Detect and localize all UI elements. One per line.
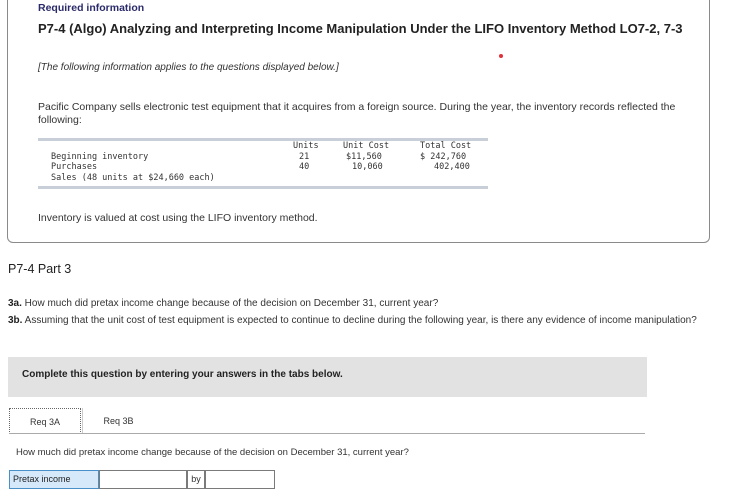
row-total-beginning: $ 242,760 [420,152,467,162]
question-3b [8,315,720,327]
tab-divider [9,433,645,434]
row-unitcost-purchases: 10,060 [352,162,383,172]
pretax-income-label: Pretax income [9,470,99,489]
col-header-units: Units [293,141,319,151]
tab-req-3a[interactable]: Req 3A [9,408,81,434]
row-units-purchases: 40 [299,162,310,172]
col-header-unit-cost: Unit Cost [343,141,390,151]
red-dot-marker [499,54,503,58]
change-direction-select[interactable] [99,470,187,489]
instructions-band [8,357,647,397]
question-3b-label: 3b. [8,315,23,326]
instructions-text: Complete this question by entering your answers in the tabs below. [22,369,343,380]
row-total-purchases: 402,400 [434,162,470,172]
question-3a-label: 3a. [8,298,22,309]
tab-req-3b[interactable]: Req 3B [82,408,154,434]
col-header-total-cost: Total Cost [420,141,472,151]
change-amount-input[interactable] [205,470,275,489]
table-bottom-rule [38,186,488,189]
part-title: P7-4 Part 3 [8,262,72,276]
question-3a-text: How much did pretax income change because of the decision on December 31, current year? [21,298,439,309]
required-info-header: Required information [38,2,145,14]
row-label-beginning: Beginning inventory [51,152,149,162]
row-label-sales: Sales (48 units at $24,660 each) [51,173,215,183]
row-unitcost-beginning: $11,560 [346,152,382,162]
tab-question: How much did pretax income change because of the decision on December 31, current year? [16,447,409,458]
answer-row [9,470,275,489]
question-3b-text: Assuming that the unit cost of test equipment is expected to continue to decline during the following year, is there any evidence of income manipulation? [22,315,697,326]
info-note: [The following information applies to the questions displayed below.] [38,62,339,73]
problem-title: P7-4 (Algo) Analyzing and Interpreting Income Manipulation Under the LIFO Inventory Method LO7-2, 7-3 [38,21,683,36]
question-3a [8,298,720,310]
by-label: by [187,470,205,489]
row-label-purchases: Purchases [51,162,98,172]
row-units-beginning: 21 [299,152,310,162]
problem-description: Pacific Company sells electronic test equipment that it acquires from a foreign source. During the year, the inventory records reflected the following: [38,101,676,126]
lifo-note: Inventory is valued at cost using the LIFO inventory method. [38,212,318,224]
